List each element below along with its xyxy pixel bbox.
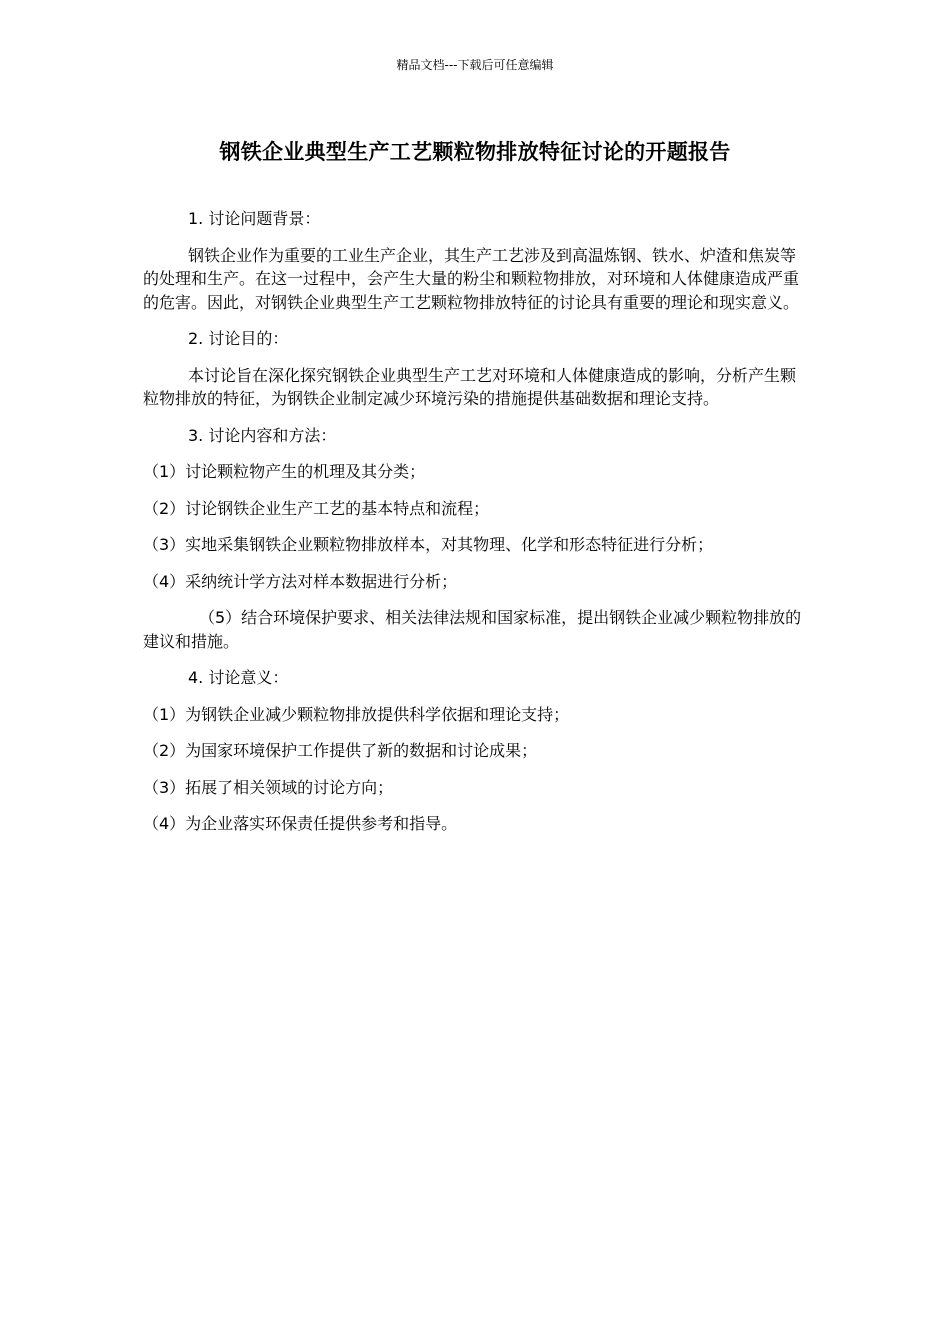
list-item: （2）为国家环境保护工作提供了新的数据和讨论成果；	[143, 741, 538, 760]
document-body	[143, 207, 809, 849]
list-item: （4）采纳统计学方法对样本数据进行分析；	[143, 571, 458, 591]
list-item: （4）为企业落实环保责任提供参考和指导。	[143, 814, 458, 833]
list-item: （3）实地采集钢铁企业颗粒物排放样本，对其物理、化学和形态特征进行分析；	[143, 535, 714, 554]
list-item: （1）为钢铁企业减少颗粒物排放提供科学依据和理论支持；	[143, 704, 570, 724]
section-heading-content: 3. 讨论内容和方法：	[188, 425, 337, 445]
list-item: （2）讨论钢铁企业生产工艺的基本特点和流程；	[143, 498, 490, 518]
list-item: （1）讨论颗粒物产生的机理及其分类；	[143, 462, 426, 481]
list-item: （3）拓展了相关领域的讨论方向；	[143, 777, 394, 797]
section-paragraph-background: 钢铁企业作为重要的工业生产企业，其生产工艺涉及到高温炼钢、铁水、炉渣和焦炭等的处理和生产。在这一过程中，会产生大量的粉尘和颗粒物排放，对环境和人体健康造成严重的危害。因此，对钢铁企业典型生产工艺颗粒物排放特征的讨论具有重要的理论和现实意义。	[143, 245, 800, 312]
section-heading-purpose: 2. 讨论目的：	[188, 329, 289, 348]
section-paragraph-purpose: 本讨论旨在深化探究钢铁企业典型生产工艺对环境和人体健康造成的影响，分析产生颗粒物排放的特征，为钢铁企业制定减少环境污染的措施提供基础数据和理论支持。	[143, 365, 797, 408]
header-note: 精品文档---下载后可任意编辑	[396, 58, 554, 72]
document-title: 钢铁企业典型生产工艺颗粒物排放特征讨论的开题报告	[219, 140, 731, 164]
section-heading-significance: 4. 讨论意义：	[188, 668, 289, 687]
list-item: （5）结合环境保护要求、相关法律法规和国家标准，提出钢铁企业减少颗粒物排放的建议和措施。	[143, 608, 802, 651]
section-heading-background: 1. 讨论问题背景：	[188, 209, 321, 228]
